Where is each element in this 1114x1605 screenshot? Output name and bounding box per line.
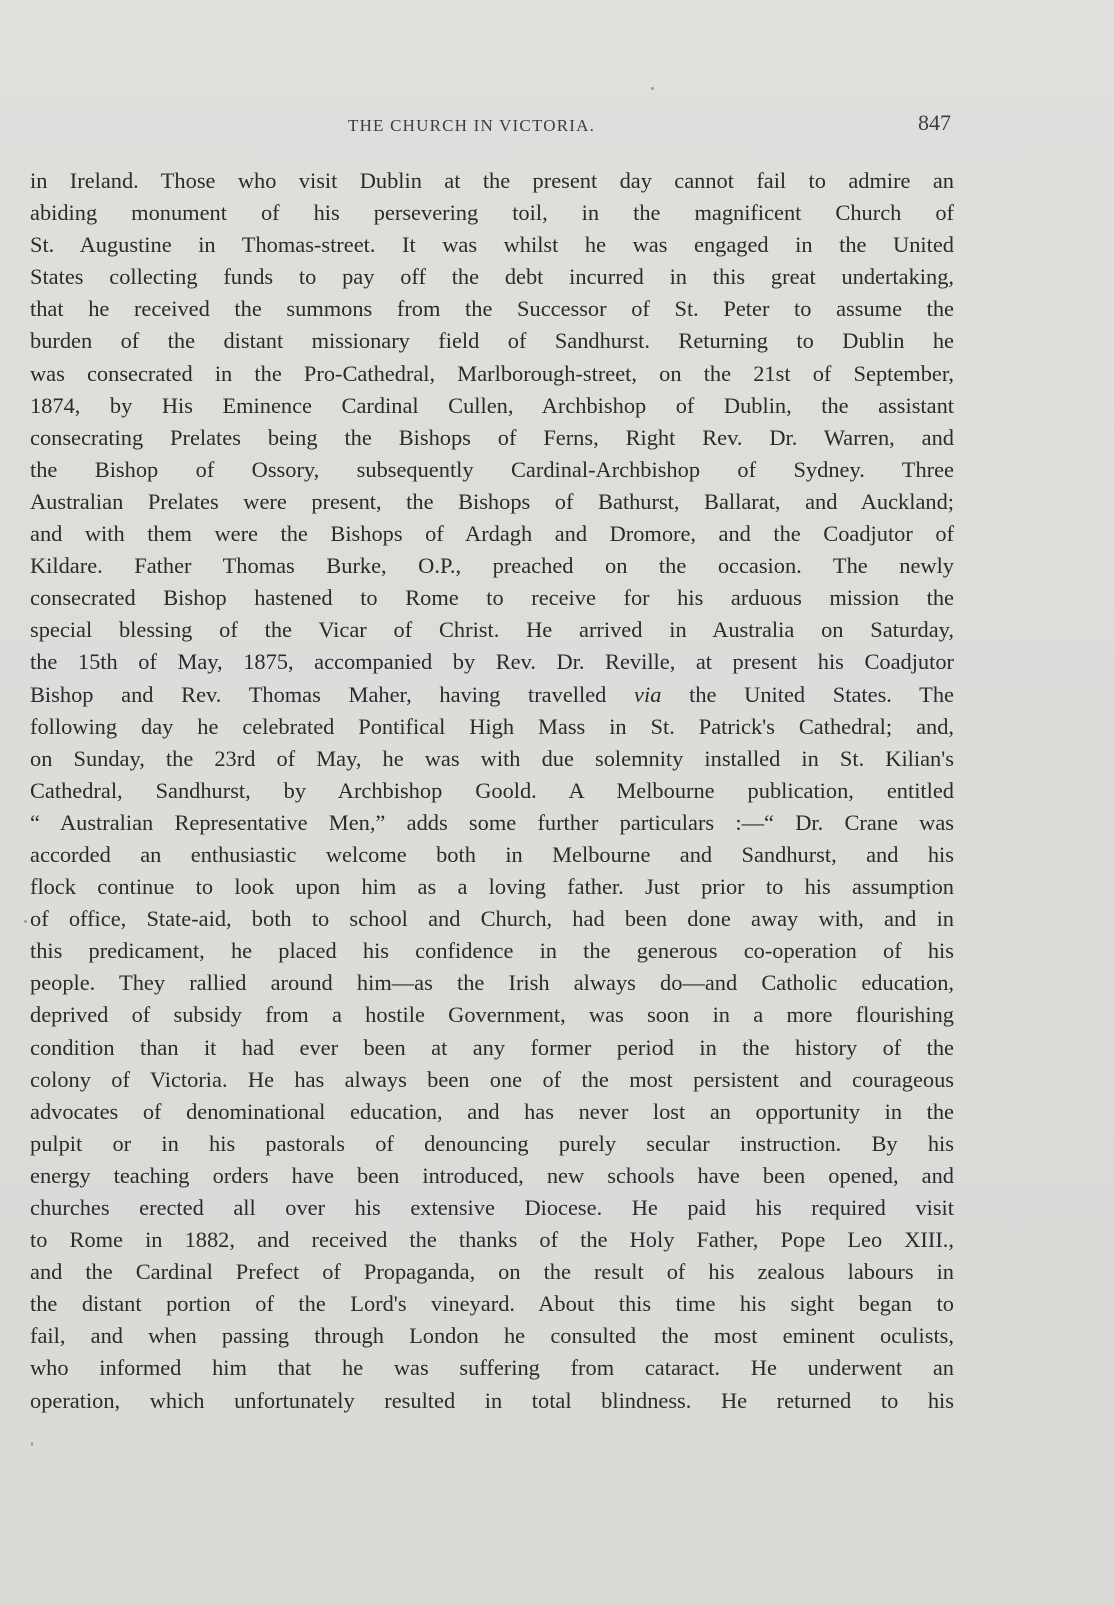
text-line: following day he celebrated Pontifical High Mass in St. Patrick's Cathedral; and, [30, 713, 954, 739]
text-line-end: the United States. The [661, 681, 954, 707]
text-line: this predicament, he placed his confidence in the generous co-operation of his [30, 938, 954, 964]
text-line: the Bishop of Ossory, subsequently Cardinal-Archbishop of Sydney. Three [30, 456, 954, 482]
text-line: the distant portion of the Lord's vineyard. About this time his sight began to [30, 1291, 954, 1317]
text-line: condition than it had ever been at any former period in the history of the [30, 1034, 954, 1060]
text-line: on Sunday, the 23rd of May, he was with due solemnity installed in St. Kilian's [30, 745, 954, 771]
paper-speck [31, 1442, 33, 1446]
text-line: people. They rallied around him—as the Irish always do—and Catholic education, [30, 970, 954, 996]
text-line-with-italic [30, 679, 954, 711]
body-text [30, 165, 954, 1417]
text-line: energy teaching orders have been introduced, new schools have been opened, and [30, 1162, 954, 1188]
text-line: that he received the summons from the Successor of St. Peter to assume the [30, 296, 954, 322]
text-line: churches erected all over his extensive Diocese. He paid his required visit [30, 1195, 954, 1220]
text-line: colony of Victoria. He has always been one of the most persistent and courageous [30, 1066, 954, 1092]
text-line: 1874, by His Eminence Cardinal Cullen, Archbishop of Dublin, the assistant [30, 392, 954, 418]
text-line: was consecrated in the Pro-Cathedral, Marlborough-street, on the 21st of September, [30, 360, 954, 386]
text-line: operation, which unfortunately resulted in total blindness. He returned to his [30, 1387, 954, 1413]
text-line: abiding monument of his persevering toil, in the magnificent Church of [30, 200, 954, 226]
paper-speck [24, 920, 27, 923]
text-line: to Rome in 1882, and received the thanks of the Holy Father, Pope Leo XIII., [30, 1227, 954, 1253]
text-line: burden of the distant missionary field of Sandhurst. Returning to Dublin he [30, 328, 954, 354]
text-line-start: Bishop and Rev. Thomas Maher, having travelled [30, 681, 635, 707]
page-number: 847 [918, 110, 951, 135]
text-line: States collecting funds to pay off the debt incurred in this great undertaking, [30, 264, 954, 290]
text-line: Australian Prelates were present, the Bishops of Bathurst, Ballarat, and Auckland; [30, 488, 954, 514]
text-line: of office, State-aid, both to school and Church, had been done away with, and in [30, 906, 954, 932]
text-line: advocates of denominational education, and has never lost an opportunity in the [30, 1098, 954, 1124]
text-line: and the Cardinal Prefect of Propaganda, on the result of his zealous labours in [30, 1259, 954, 1285]
text-line: in Ireland. Those who visit Dublin at the present day cannot fail to admire an [30, 168, 954, 193]
text-line: fail, and when passing through London he consulted the most eminent oculists, [30, 1323, 954, 1349]
text-line: consecrated Bishop hastened to Rome to receive for his arduous mission the [30, 585, 954, 611]
text-line: deprived of subsidy from a hostile Government, was soon in a more flourishing [30, 1002, 954, 1028]
italic-word: via [634, 681, 662, 707]
text-line: consecrating Prelates being the Bishops of Ferns, Right Rev. Dr. Warren, and [30, 424, 954, 450]
text-line: accorded an enthusiastic welcome both in Melbourne and Sandhurst, and his [30, 841, 954, 867]
running-head: THE CHURCH IN VICTORIA. [348, 116, 596, 135]
text-line: special blessing of the Vicar of Christ. He arrived in Australia on Saturday, [30, 617, 954, 643]
text-line: St. Augustine in Thomas-street. It was whilst he was engaged in the United [30, 232, 954, 258]
text-line: who informed him that he was suffering from cataract. He underwent an [30, 1355, 954, 1381]
text-line: the 15th of May, 1875, accompanied by Rev. Dr. Reville, at present his Coadjutor [30, 649, 954, 675]
text-line: flock continue to look upon him as a loving father. Just prior to his assumption [30, 874, 954, 900]
paper-speck [651, 87, 654, 90]
text-line: pulpit or in his pastorals of denouncing purely secular instruction. By his [30, 1130, 954, 1156]
text-line: and with them were the Bishops of Ardagh and Dromore, and the Coadjutor of [30, 521, 954, 547]
text-line: Kildare. Father Thomas Burke, O.P., preached on the occasion. The newly [30, 553, 954, 579]
text-line: “ Australian Representative Men,” adds some further particulars :—“ Dr. Crane was [30, 809, 954, 835]
text-line: Cathedral, Sandhurst, by Archbishop Goold. A Melbourne publication, entitled [30, 777, 954, 803]
